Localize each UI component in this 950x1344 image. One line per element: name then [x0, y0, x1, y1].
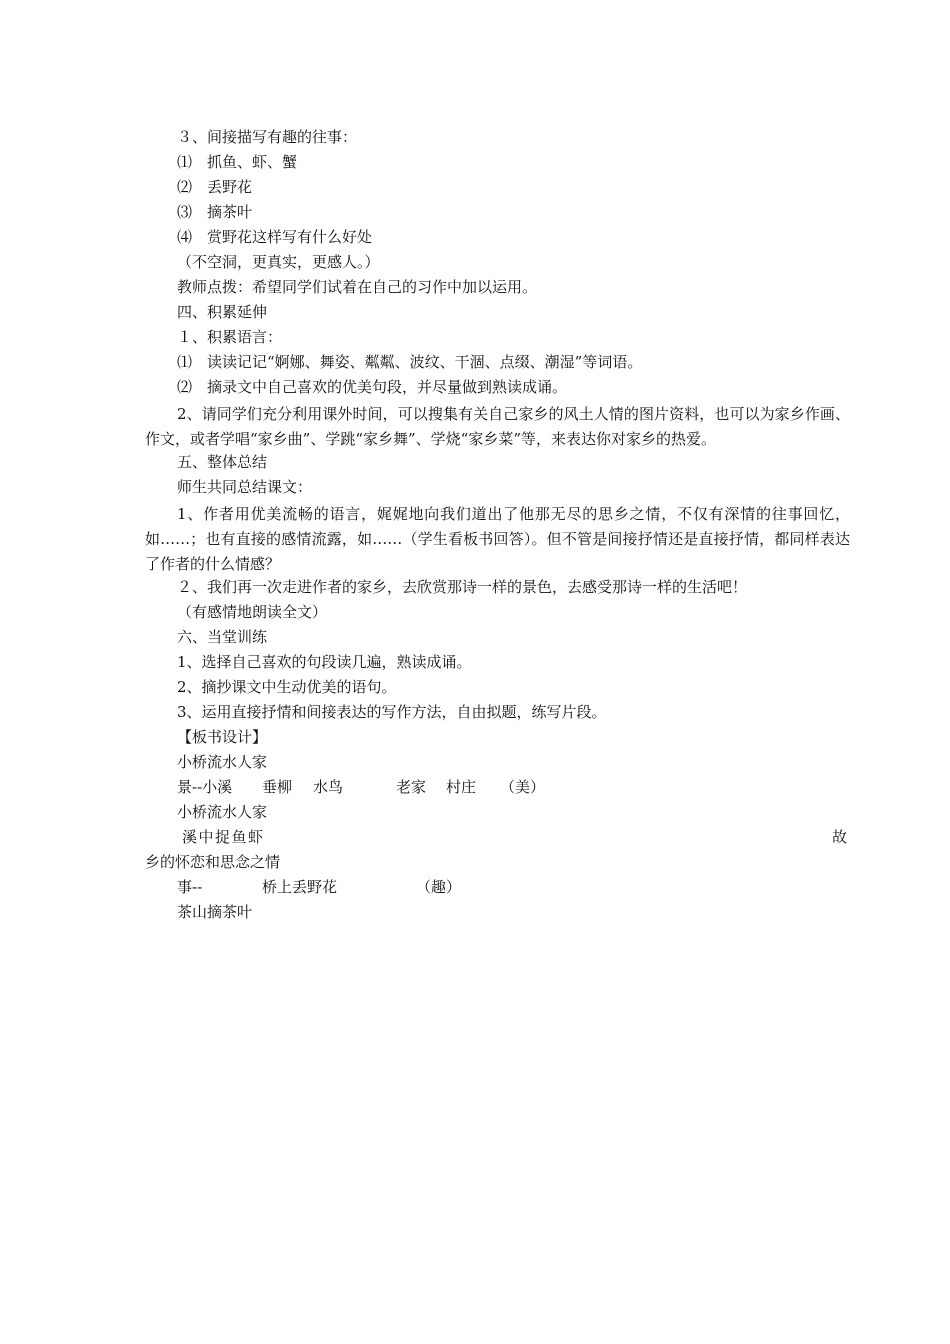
board-text: 老家: [396, 778, 427, 796]
board-text: 垂柳: [262, 778, 293, 796]
board-row-events: [0, 877, 950, 897]
board-title: 小桥流水人家: [177, 753, 268, 771]
board-text: 茶山摘茶叶: [177, 903, 253, 921]
teacher-note: 教师点拨：希望同学们试着在自己的习作中加以运用。: [177, 278, 538, 296]
exercise-item: 1、选择自己喜欢的句段读几遍，熟读成诵。: [177, 653, 472, 671]
exercise-item: 2、摘抄课文中生动优美的语句。: [177, 678, 397, 696]
board-text: 乡的怀恋和思念之情: [145, 853, 281, 871]
paragraph-homework: 2、请同学们充分利用课外时间，可以搜集有关自己家乡的风土人情的图片资料，也可以为家乡作画、作文，或者学唱“家乡曲”、学跳“家乡舞”、学烧“家乡菜”等，来表达你对家乡的热爱。: [145, 405, 850, 448]
subsection-heading: １、积累语言：: [177, 328, 283, 346]
board-text: 溪中捉鱼虾: [182, 828, 265, 846]
answer-note: （不空洞，更真实，更感人。）: [177, 253, 380, 271]
board-title: 小桥流水人家: [177, 803, 268, 821]
list-item: ⑴ 读读记记“婀娜、舞姿、粼粼、波纹、干涸、点缀、潮湿”等词语。: [177, 353, 643, 371]
heading-indirect-description: ３、间接描写有趣的往事：: [177, 128, 358, 146]
board-text: 故: [832, 828, 848, 846]
paragraph-revisit: ２、我们再一次走进作者的家乡，去欣赏那诗一样的景色，去感受那诗一样的生活吧！: [177, 578, 748, 596]
board-text: 桥上丢野花: [262, 878, 338, 896]
list-item: ⑷ 赏野花这样写有什么好处: [177, 228, 373, 246]
board-text: 水鸟: [313, 778, 344, 796]
board-text: （趣）: [416, 878, 462, 896]
list-item: ⑵ 丢野花: [177, 178, 253, 196]
list-item: ⑵ 摘录文中自己喜欢的优美句段，并尽量做到熟读成诵。: [177, 378, 568, 396]
section-heading: 四、积累延伸: [177, 303, 268, 321]
exercise-item: 3、运用直接抒情和间接表达的写作方法，自由拟题，练写片段。: [177, 703, 607, 721]
board-row-fishing: [0, 827, 950, 847]
section-heading: 五、整体总结: [177, 453, 268, 471]
board-text: （美）: [500, 778, 546, 796]
board-text: 景--小溪: [177, 778, 233, 796]
board-text: 村庄: [446, 778, 477, 796]
board-design-heading: 【板书设计】: [177, 728, 268, 746]
list-item: ⑴ 抓鱼、虾、蟹: [177, 153, 298, 171]
board-row-scenery: [0, 777, 950, 797]
board-text: 事--: [177, 878, 203, 896]
paragraph-summary: 1、作者用优美流畅的语言，娓娓地向我们道出了他那无尽的思乡之情，不仅有深情的往事回忆，如……；也有直接的感情流露，如……（学生看板书回答）。但不管是间接抒情还是直接抒情，都同样表达了作者的什么情感？: [145, 505, 850, 573]
reading-note: （有感情地朗读全文）: [177, 603, 328, 621]
section-heading: 六、当堂训练: [177, 628, 268, 646]
summary-intro: 师生共同总结课文：: [177, 478, 313, 496]
list-item: ⑶ 摘茶叶: [177, 203, 253, 221]
